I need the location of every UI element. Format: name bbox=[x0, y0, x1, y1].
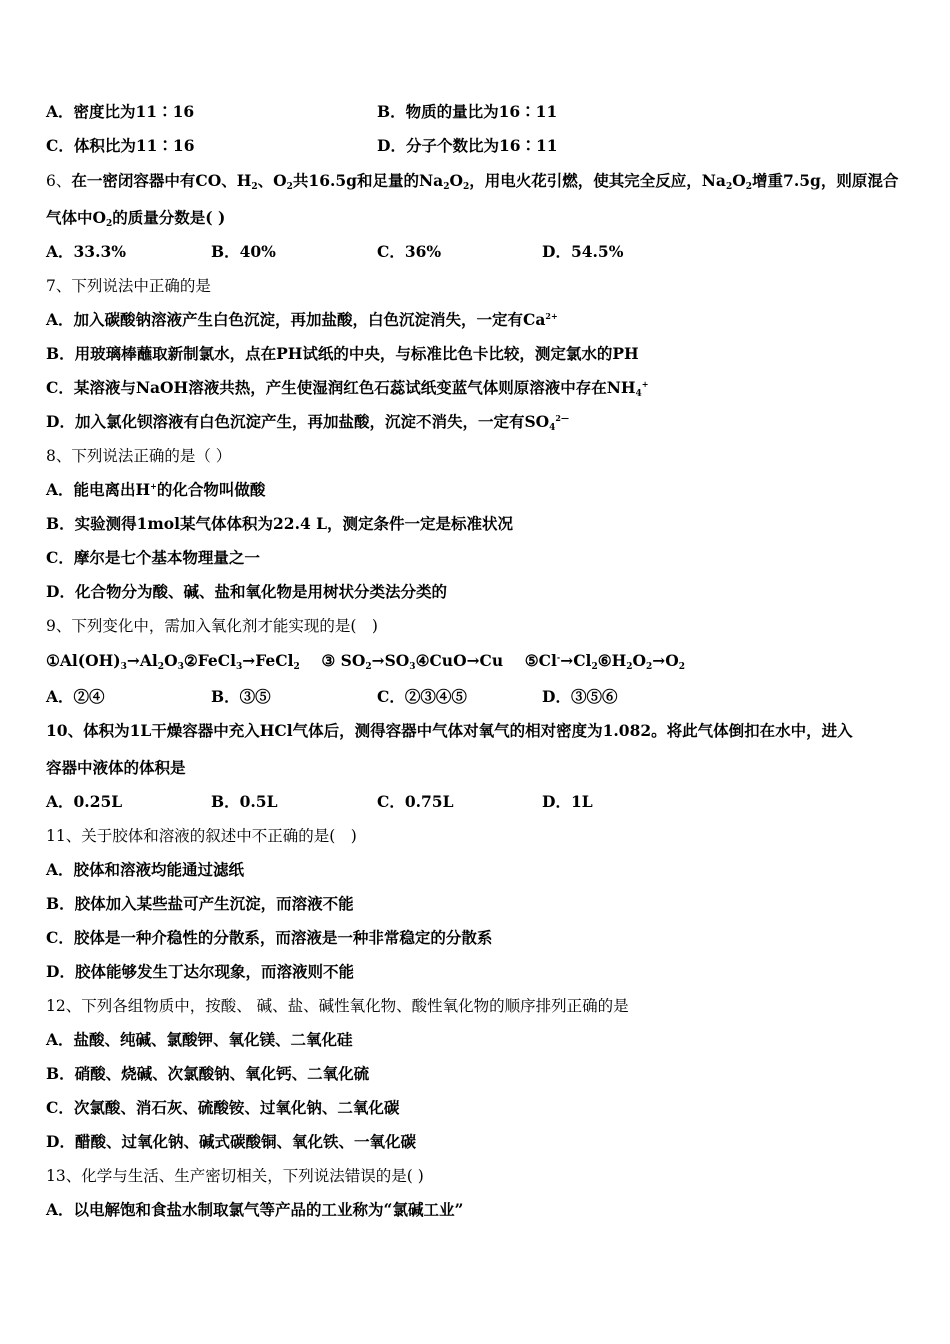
q11-option-c: C．胶体是一种介稳性的分散系，而溶液是一种非常稳定的分散系 bbox=[46, 928, 493, 947]
q7-option-c: C．某溶液与NaOH溶液共热，产生使湿润红色石蕊试纸变蓝气体则原溶液中存在$NH_4^+$ bbox=[46, 378, 649, 399]
q10-stem-line2: 容器中液体的体积是 bbox=[46, 758, 186, 777]
q10-option-d: D．1L bbox=[542, 792, 593, 811]
q6-option-a: A．33.3% bbox=[46, 242, 127, 261]
q6-stem-line2: 气体中$O_2$的质量分数是( ) bbox=[46, 208, 226, 229]
q8-option-c: C．摩尔是七个基本物理量之一 bbox=[46, 548, 260, 567]
q12-option-a: A．盐酸、纯碱、氯酸钾、氧化镁、二氧化硅 bbox=[46, 1030, 353, 1049]
q7-stem: 7、下列说法中正确的是 bbox=[46, 277, 211, 295]
q5-option-b: B．物质的量比为16∶11 bbox=[377, 102, 558, 121]
q11-option-a: A．胶体和溶液均能通过滤纸 bbox=[46, 860, 245, 879]
q9-option-d: D．③⑤⑥ bbox=[542, 687, 618, 706]
q11-option-b: B．胶体加入某些盐可产生沉淀，而溶液不能 bbox=[46, 894, 354, 913]
q13-stem: 13、化学与生活、生产密切相关，下列说法错误的是( ) bbox=[46, 1167, 424, 1185]
q8-stem: 8、下列说法正确的是（ ） bbox=[46, 447, 232, 465]
q10-option-a: A．0.25L bbox=[46, 792, 123, 811]
q9-option-b: B．③⑤ bbox=[211, 687, 271, 706]
q11-stem: 11、关于胶体和溶液的叙述中不正确的是( ) bbox=[46, 827, 357, 845]
q6-stem-line1: 6、在一密闭容器中有CO、$H_2$、$O_2$共16.5g和足量的$Na_2O_2$，用电火花引燃，使其完全反应，$Na_2O_2$增重7.5g，则原混合 bbox=[46, 171, 899, 192]
q7-option-b: B．用玻璃棒蘸取新制氯水，点在PH试纸的中央，与标准比色卡比较，测定氯水的PH bbox=[46, 344, 639, 363]
q6-option-d: D．54.5% bbox=[542, 242, 624, 261]
q9-option-a: A．②④ bbox=[46, 687, 105, 706]
q8-option-b: B．实验测得1mol某气体体积为22.4 L，测定条件一定是标准状况 bbox=[46, 514, 514, 533]
q6-option-b: B．40% bbox=[211, 242, 276, 261]
q5-option-a: A．密度比为11∶16 bbox=[46, 102, 195, 121]
q12-stem: 12、下列各组物质中，按酸、 碱、盐、碱性氧化物、酸性氧化物的顺序排列正确的是 bbox=[46, 997, 629, 1015]
q7-option-a: A．加入碳酸钠溶液产生白色沉淀，再加盐酸，白色沉淀消失，一定有$Ca^{2+}$ bbox=[46, 310, 558, 329]
q5-option-d: D．分子个数比为16∶11 bbox=[377, 136, 558, 155]
q12-option-d: D．醋酸、过氧化钠、碱式碳酸铜、氧化铁、一氧化碳 bbox=[46, 1132, 416, 1151]
q12-option-b: B．硝酸、烧碱、次氯酸钠、氧化钙、二氧化硫 bbox=[46, 1064, 370, 1083]
q10-stem-line1: 10、体积为1L干燥容器中充入HCl气体后，测得容器中气体对氧气的相对密度为1.082。将此气体倒扣在水中，进入 bbox=[46, 721, 853, 740]
q9-reactions: $①Al(OH)_3\to Al_2O_3②FeCl_3\to FeCl_2$ ③ $SO_2\to SO_3④CuO\to Cu$ $⑤Cl^-\to Cl_2⑥H_2O_2\to O_2$ bbox=[46, 651, 686, 672]
q10-option-c: C．0.75L bbox=[377, 792, 454, 811]
q8-option-d: D．化合物分为酸、碱、盐和氧化物是用树状分类法分类的 bbox=[46, 582, 447, 601]
q12-option-c: C．次氯酸、消石灰、硫酸铵、过氧化钠、二氧化碳 bbox=[46, 1098, 400, 1117]
q9-option-c: C．②③④⑤ bbox=[377, 687, 467, 706]
q10-option-b: B．0.5L bbox=[211, 792, 278, 811]
q6-option-c: C．36% bbox=[377, 242, 442, 261]
q9-stem: 9、下列变化中，需加入氧化剂才能实现的是( ) bbox=[46, 617, 378, 635]
q11-option-d: D．胶体能够发生丁达尔现象，而溶液则不能 bbox=[46, 962, 354, 981]
q5-option-c: C．体积比为11∶16 bbox=[46, 136, 195, 155]
q13-option-a: A．以电解饱和食盐水制取氯气等产品的工业称为“氯碱工业” bbox=[46, 1200, 464, 1219]
q7-option-d: D．加入氯化钡溶液有白色沉淀产生，再加盐酸，沉淀不消失，一定有$SO_4^{2—}$ bbox=[46, 412, 569, 433]
q8-option-a: A．能电离出H+的化合物叫做酸 bbox=[46, 480, 266, 499]
